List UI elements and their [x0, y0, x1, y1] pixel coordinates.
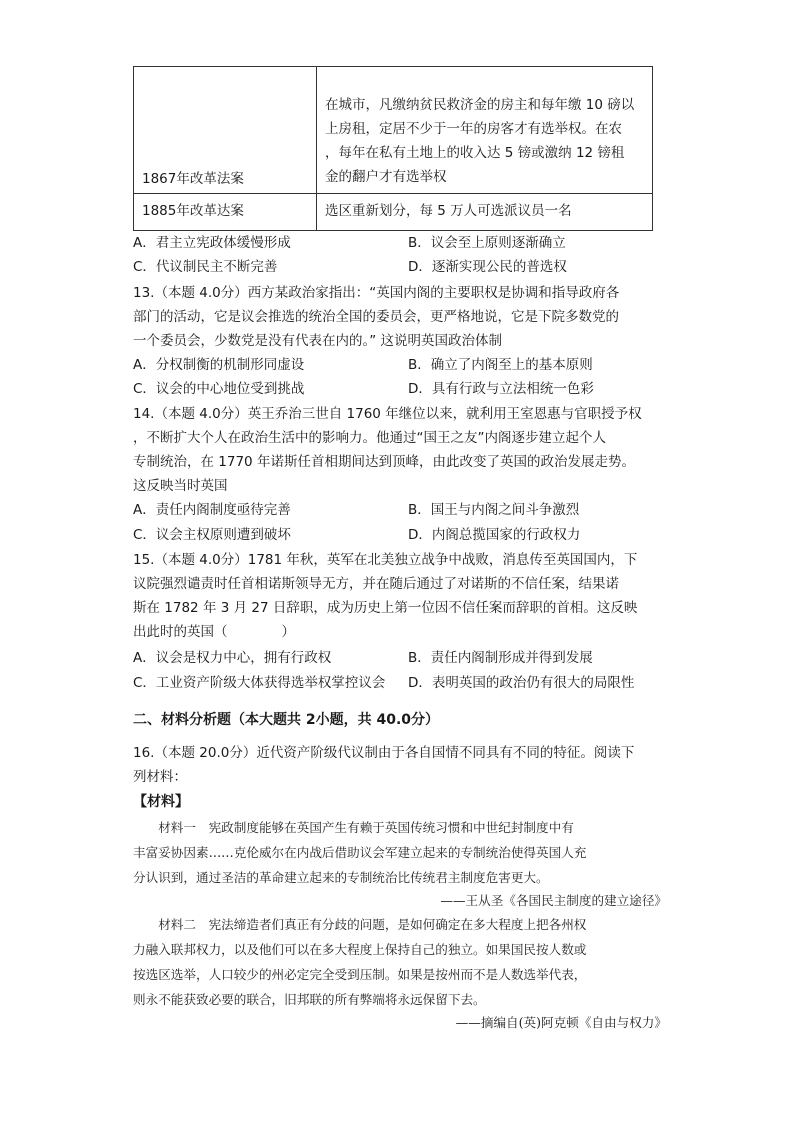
material-one-line: 材料一 宪政制度能够在英国产生有赖于英国传统习惯和中世纪封制度中有	[133, 820, 574, 835]
reform-table	[133, 66, 653, 231]
law-name-cell: 1867年改革法案	[134, 67, 317, 194]
q12-option-a[interactable]: A．君主立宪政体缓慢形成	[133, 235, 291, 251]
q14-stem-line: 这反映当时英国	[133, 478, 228, 494]
q14-stem-line: 14.（本题 4.0分）英王乔治三世自 1760 年继位以来，就利用王室恩惠与官职授予权	[133, 406, 642, 422]
q13-stem-line: 部门的活动，它是议会推选的统治全国的委员会，更严格地说，它是下院多数党的	[133, 309, 619, 325]
q15-stem-line: 15.（本题 4.0分）1781 年秋，英军在北美独立战争中战败，消息传至英国国内，下	[133, 552, 638, 568]
q15-stem-line: 斯在 1782 年 3 月 27 日辞职，成为历史上第一位因不信任案而辞职的首相。这反映	[133, 600, 638, 616]
material-one-line: 分认识到，通过圣洁的革命建立起来的专制统治比传统君主制度危害更大。	[133, 870, 549, 885]
cell-line: 选区重新划分，每 5 万人可选派议员一名	[325, 203, 572, 219]
q14-option-c[interactable]: C．议会主权原则遭到破坏	[133, 527, 291, 543]
table-row	[134, 67, 653, 194]
q16-stem-line: 列材料：	[133, 769, 187, 785]
cell-line: ，每年在私有土地上的收入达 5 镑或激纳 12 镑租	[325, 145, 625, 161]
q13-stem-line: 一个委员会，少数党是没有代表在内的。” 这说明英国政治体制	[133, 333, 503, 349]
cell-line: 金的翻户才有选举权	[325, 169, 447, 185]
q15-option-c[interactable]: C．工业资产阶级大体获得选举权掌控议会	[133, 675, 386, 691]
q15-stem-line: 出此时的英国（ ）	[133, 624, 295, 640]
q15-stem-line: 议院强烈谴责时任首相诺斯领导无方，并在随后通过了对诺斯的不信任案，结果诺	[133, 576, 619, 592]
material-two-line: 则永不能获致必要的联合，旧邦联的所有弊端将永远保留下去。	[133, 992, 486, 1007]
q12-option-b[interactable]: B．议会至上原则逐渐确立	[408, 235, 566, 251]
material-two-line: 材料二 宪法缔造者们真正有分歧的问题，是如何确定在多大程度上把各州权	[133, 917, 587, 932]
cell-line: 在城市，凡缴纳贫民救济金的房主和每年缴 10 磅以	[325, 97, 635, 113]
q13-stem-line: 13.（本题 4.0分）西方某政治家指出：“英国内阁的主要职权是协调和指导政府各	[133, 285, 620, 301]
material-two-line: 按选区选举，人口较少的州必定完全受到压制。如果是按州而不是人数选举代表，	[133, 967, 587, 982]
q15-option-d[interactable]: D．表明英国的政治仍有很大的局限性	[408, 675, 635, 691]
law-content-cell	[317, 67, 653, 194]
material-two-line: 力融入联邦权力，以及他们可以在多大程度上保持自己的独立。如果国民按人数或	[133, 942, 587, 957]
q15-option-b[interactable]: B．责任内阁制形成并得到发展	[408, 650, 593, 666]
law-name-cell: 1885年改革达案	[134, 194, 317, 231]
law-content-cell	[317, 194, 653, 231]
cell-line: 上房租，定居不少于一年的房客才有选举权。在农	[325, 121, 622, 137]
table-row	[134, 194, 653, 231]
material-label: 【材料】	[133, 794, 189, 810]
q12-option-c[interactable]: C．代议制民主不断完善	[133, 259, 278, 275]
material-two-source: ——摘编自(英)阿克顿《自由与权力》	[455, 1015, 667, 1030]
q12-option-d[interactable]: D．逐渐实现公民的普选权	[408, 259, 567, 275]
q13-option-b[interactable]: B．确立了内阁至上的基本原则	[408, 357, 593, 373]
material-one-line: 丰富妥协因素……克伦威尔在内战后借助议会军建立起来的专制统治使得英国人充	[133, 845, 587, 860]
q16-stem-line: 16.（本题 20.0分）近代资产阶级代议制由于各自国情不同具有不同的特征。阅读下	[133, 745, 635, 761]
q13-option-c[interactable]: C．议会的中心地位受到挑战	[133, 381, 305, 397]
q14-stem-line: ，不断扩大个人在政治生活中的影响力。他通过“国王之友”内阁逐步建立起个人	[133, 430, 606, 446]
q14-option-b[interactable]: B．国王与内阁之间斗争激烈	[408, 502, 580, 518]
material-one-source: ——王从圣《各国民主制度的建立途径》	[440, 893, 667, 908]
q15-option-a[interactable]: A．议会是权力中心，拥有行政权	[133, 650, 332, 666]
q13-option-d[interactable]: D．具有行政与立法相统一色彩	[408, 381, 594, 397]
q13-option-a[interactable]: A．分权制衡的机制形同虚设	[133, 357, 305, 373]
q14-option-d[interactable]: D．内阁总揽国家的行政权力	[408, 527, 581, 543]
section-heading: 二、材料分析题（本大题共 2小题，共 40.0分）	[133, 712, 440, 728]
q14-option-a[interactable]: A．责任内阁制度亟待完善	[133, 502, 291, 518]
q14-stem-line: 专制统治，在 1770 年诺斯任首相期间达到顶峰，由此改变了英国的政治发展走势。	[133, 454, 635, 470]
